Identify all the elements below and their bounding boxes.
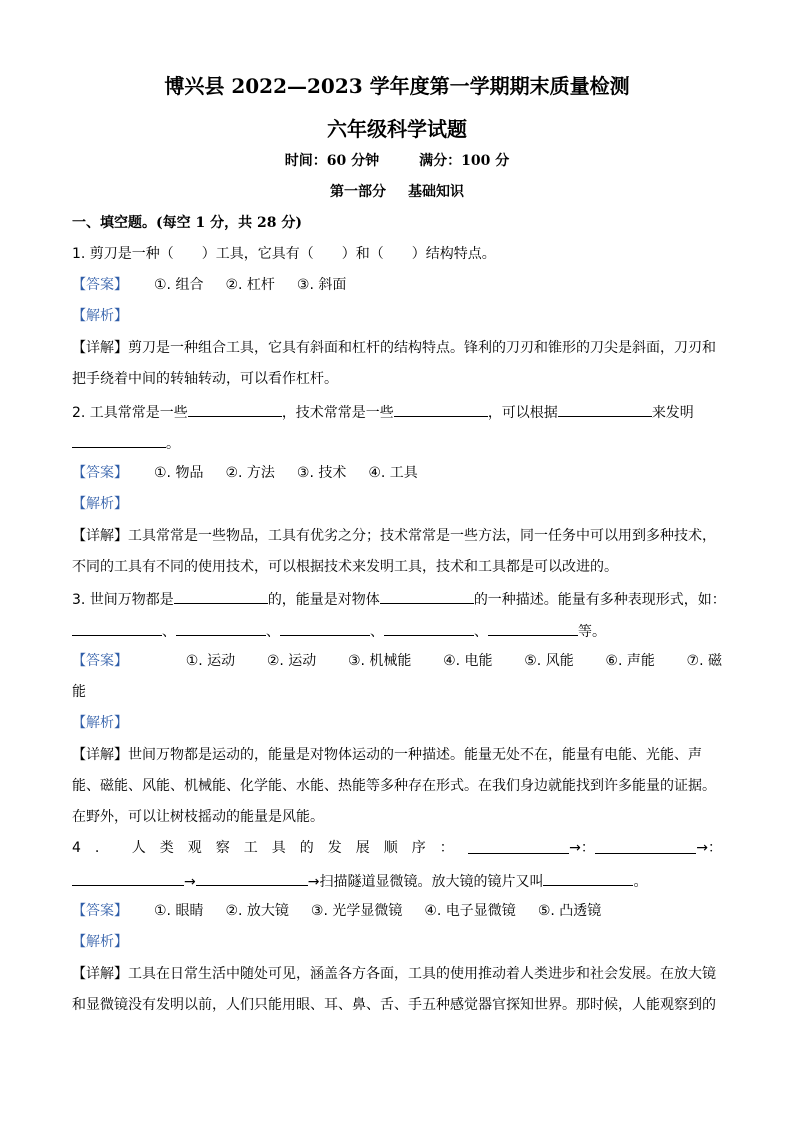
answer-option: ①. 运动 — [185, 653, 236, 669]
fill-blank[interactable] — [196, 870, 308, 886]
fill-blank[interactable] — [280, 620, 370, 636]
separator: 、 — [162, 624, 176, 640]
exam-meta — [0, 150, 794, 170]
answer-option: ④. 电子显微镜 — [424, 903, 516, 919]
answer-option: ⑤. 凸透镜 — [537, 903, 602, 919]
detail-text: 世间万物都是运动的，能量是对物体运动的一种描述。能量无处不在，能量有电能、光能、声 — [128, 747, 702, 763]
q3-text: 等。 — [578, 624, 606, 640]
q2-text: 2. 工具常常是一些 — [72, 405, 188, 421]
answer-option: ②. 方法 — [225, 465, 275, 481]
exam-title: 博兴县 2022—2023 学年度第一学期期末质量检测 — [164, 74, 630, 98]
detail-tag: 【详解】 — [72, 340, 128, 356]
q4-text: 。 — [633, 874, 648, 890]
answer-option: ⑤. 风能 — [524, 653, 574, 669]
analysis-tag: 【解析】 — [72, 715, 128, 731]
fill-blank[interactable] — [72, 432, 166, 448]
question-4-line-1 — [72, 838, 722, 858]
section-heading: 一、填空题。(每空 1 分，共 28 分) — [72, 215, 302, 231]
fill-blank[interactable] — [558, 401, 652, 417]
q4-text: →扫描隧道显微镜。放大镜的镜片又叫 — [307, 874, 544, 890]
q4-text: 4. 人类观察工具的发展顺序： — [72, 840, 468, 856]
fill-blank[interactable] — [543, 870, 633, 886]
question-3-line-1 — [72, 588, 726, 610]
q2-text: ，技术常常是一些 — [281, 405, 394, 421]
answer-tag: 【答案】 — [72, 653, 128, 669]
detail-3-line-1 — [72, 745, 702, 765]
q4-arrow: →： — [569, 840, 595, 856]
detail-4-line-2: 和显微镜没有发明以前，人们只能用眼、耳、鼻、舌、手五种感觉器官探知世界。那时候，人能观察到的 — [72, 997, 716, 1013]
answer-tag: 【答案】 — [72, 903, 128, 919]
separator: 、 — [370, 624, 384, 640]
q3-text: 的，能量是对物体 — [267, 592, 380, 608]
detail-2-line-2: 不同的工具有不同的使用技术，可以根据技术来发明工具，技术和工具都是可以改进的。 — [72, 559, 618, 575]
fill-blank[interactable] — [72, 620, 162, 636]
detail-1-line-1 — [72, 338, 716, 358]
fill-blank[interactable] — [384, 620, 474, 636]
analysis-tag: 【解析】 — [72, 308, 128, 324]
detail-2-line-1 — [72, 526, 716, 546]
question-1: 1. 剪刀是一种（ ）工具，它具有（ ）和（ ）结构特点。 — [72, 246, 496, 262]
detail-tag: 【详解】 — [72, 747, 128, 763]
answer-option: ②. 杠杆 — [225, 277, 275, 293]
fill-blank[interactable] — [72, 870, 184, 886]
fill-blank[interactable] — [595, 838, 696, 854]
exam-time: 时间：60 分钟 — [284, 153, 380, 169]
detail-text: 工具常常是一些物品，工具有优劣之分；技术常常是一些方法，同一任务中可以用到多种技术， — [128, 528, 716, 544]
answer-option: ②. 放大镜 — [225, 903, 289, 919]
detail-3-line-3: 在野外，可以让树枝摇动的能量是风能。 — [72, 809, 324, 825]
detail-text: 剪刀是一种组合工具，它具有斜面和杠杆的结构特点。锋利的刀刃和锥形的刀尖是斜面，刀刃和 — [128, 340, 716, 356]
detail-3-line-2: 能、磁能、风能、机械能、化学能、水能、热能等多种存在形式。在我们身边就能找到许多能量的证据。 — [72, 778, 716, 794]
q2-text: 。 — [166, 436, 180, 452]
question-2-line-2 — [72, 432, 180, 454]
fill-blank[interactable] — [380, 588, 474, 604]
answer-option: ③. 光学显微镜 — [310, 903, 403, 919]
answer-option: ②. 运动 — [266, 653, 317, 669]
fill-blank[interactable] — [488, 620, 578, 636]
q2-text: 来发明 — [651, 405, 694, 421]
answer-1 — [72, 275, 368, 295]
answer-option: ⑥. 声能 — [605, 653, 655, 669]
q2-text: ，可以根据 — [487, 405, 558, 421]
answer-tag: 【答案】 — [72, 465, 128, 481]
answer-3-continued: 能 — [72, 684, 86, 700]
answer-3 — [72, 651, 722, 671]
answer-option: ①. 组合 — [154, 277, 204, 293]
question-4-line-2 — [72, 870, 647, 892]
answer-option: ③. 机械能 — [347, 653, 412, 669]
q4-arrow: → — [184, 874, 196, 890]
q3-text: 的一种描述。能量有多种表现形式，如： — [473, 592, 726, 608]
detail-4-line-1 — [72, 964, 716, 984]
answer-4 — [72, 901, 623, 921]
answer-2 — [72, 463, 440, 483]
answer-option: ③. 技术 — [296, 465, 347, 481]
detail-1-line-2: 把手绕着中间的转轴转动，可以看作杠杆。 — [72, 371, 338, 387]
answer-option: ③. 斜面 — [296, 277, 347, 293]
answer-option: ⑦. 磁 — [686, 653, 722, 669]
q4-arrow: →： — [696, 840, 722, 856]
fill-blank[interactable] — [468, 838, 569, 854]
answer-option: ①. 物品 — [154, 465, 204, 481]
answer-tag: 【答案】 — [72, 277, 128, 293]
fill-blank[interactable] — [394, 401, 488, 417]
exam-score: 满分：100 分 — [419, 153, 510, 169]
separator: 、 — [266, 624, 280, 640]
part-label: 第一部分 — [330, 184, 386, 200]
exam-subtitle: 六年级科学试题 — [327, 117, 467, 141]
detail-tag: 【详解】 — [72, 966, 128, 982]
part-heading — [0, 181, 794, 201]
answer-option: ④. 电能 — [443, 653, 493, 669]
part-name: 基础知识 — [408, 184, 464, 200]
separator: 、 — [474, 624, 488, 640]
answer-option: ①. 眼睛 — [154, 903, 204, 919]
fill-blank[interactable] — [176, 620, 266, 636]
detail-tag: 【详解】 — [72, 528, 128, 544]
q3-text: 3. 世间万物都是 — [72, 592, 174, 608]
fill-blank[interactable] — [188, 401, 282, 417]
answer-option: ④. 工具 — [368, 465, 418, 481]
detail-text: 工具在日常生活中随处可见，涵盖各方各面，工具的使用推动着人类进步和社会发展。在放大镜 — [128, 966, 716, 982]
fill-blank[interactable] — [174, 588, 268, 604]
analysis-tag: 【解析】 — [72, 496, 128, 512]
question-3-line-2 — [72, 620, 606, 642]
question-2-line-1 — [72, 401, 694, 423]
analysis-tag: 【解析】 — [72, 934, 128, 950]
